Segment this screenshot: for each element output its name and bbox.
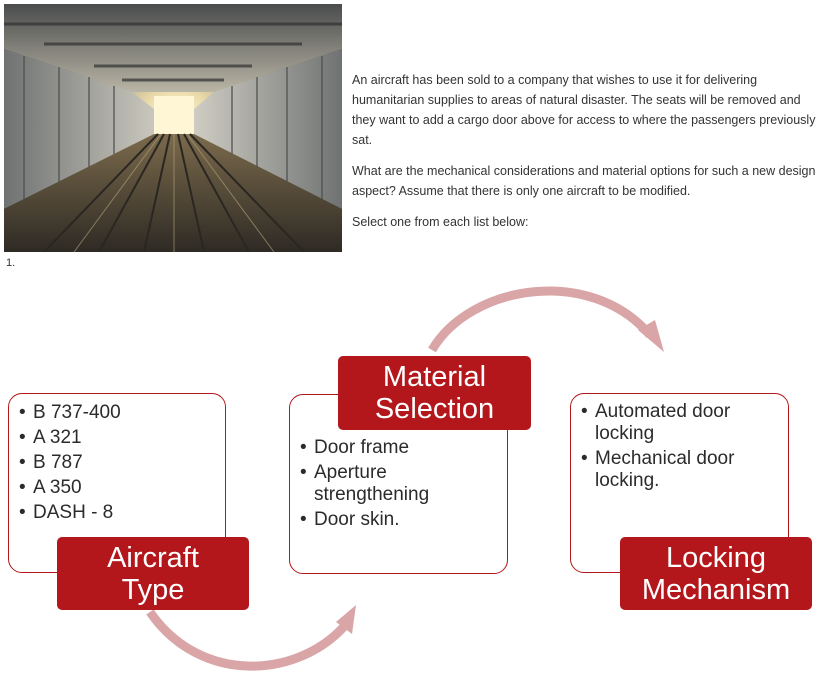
bottom-cycle-arrow — [150, 612, 348, 666]
aircraft-option-dash8[interactable]: • DASH - 8 — [19, 502, 215, 524]
locking-mechanism-title-line1: Locking — [666, 541, 766, 574]
material-option-door-frame[interactable]: • Door frame — [300, 437, 497, 459]
locking-mechanism-options — [581, 401, 778, 492]
locking-option-mechanical[interactable]: • Mechanical door locking. — [581, 448, 778, 492]
question-text — [352, 70, 822, 243]
locking-option-automated[interactable]: • Automated door locking — [581, 401, 778, 445]
question-instruction: Select one from each list below: — [352, 215, 529, 229]
question-paragraph-2: What are the mechanical considerations and material options for such a new design aspect? Assume that there is only one aircraft to be modified. — [352, 164, 816, 198]
aircraft-option-b787[interactable]: • B 787 — [19, 452, 215, 474]
aircraft-type-title — [57, 537, 249, 610]
aircraft-cargo-interior-photo — [4, 4, 342, 252]
cargo-hold-illustration — [4, 4, 342, 252]
aircraft-option-a350[interactable]: • A 350 — [19, 477, 215, 499]
top-cycle-arrow — [432, 291, 650, 350]
material-selection-title-line2: Selection — [374, 393, 495, 425]
locking-mechanism-title — [620, 537, 812, 610]
question-paragraph-1: An aircraft has been sold to a company that wishes to use it for delivering humanitarian supplies to areas of natural disaster. The seats will be removed and they want to add a cargo door above for access to where the passengers previously sat. — [352, 73, 816, 147]
aircraft-type-title-line1: Aircraft — [107, 541, 199, 574]
material-selection-options — [300, 437, 497, 531]
locking-mechanism-title-line2: Mechanism — [641, 573, 791, 606]
figure-number: 1. — [6, 257, 16, 269]
material-option-aperture-strengthening[interactable]: • Aperture strengthening — [300, 462, 497, 506]
material-option-door-skin[interactable]: • Door skin. — [300, 509, 497, 531]
aircraft-type-options — [19, 402, 215, 524]
material-selection-title-line1: Material — [382, 361, 487, 393]
aircraft-option-b737[interactable]: • B 737-400 — [19, 402, 215, 424]
aircraft-type-title-line2: Type — [121, 573, 185, 606]
material-selection-title — [338, 356, 531, 430]
aircraft-option-a321[interactable]: • A 321 — [19, 427, 215, 449]
